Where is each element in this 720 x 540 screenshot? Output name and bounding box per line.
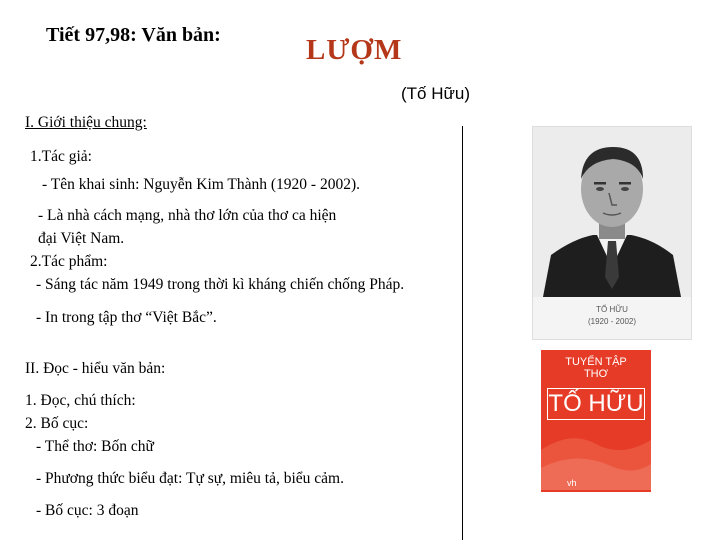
book-subtitle-line1: TUYỂN TẬP [565, 356, 627, 368]
portrait-caption-name: TỐ HỮU [596, 305, 628, 314]
role-line-1: - Là nhà cách mạng, nhà thơ lớn của thơ ca hiện [38, 207, 337, 224]
book-author-name: TỐ HỮU [547, 388, 645, 420]
book-cover-artwork [541, 420, 651, 490]
book-publisher: vh [567, 478, 577, 488]
composed-line: - Sáng tác năm 1949 trong thời kì kháng chiến chống Pháp. [36, 276, 405, 293]
expression-method-line: - Phương thức biểu đạt: Tự sự, miêu tả, biểu cảm. [36, 470, 344, 487]
poem-title: LƯỢM [306, 34, 403, 66]
author-subheading: 1.Tác giả: [30, 148, 92, 165]
section2-heading: II. Đọc - hiểu văn bản: [25, 360, 166, 377]
author-name: (Tố Hữu) [401, 84, 470, 103]
section1-heading: I. Giới thiệu chung: [25, 114, 147, 131]
verse-form-line: - Thể thơ: Bốn chữ [36, 438, 154, 455]
book-subtitle [541, 356, 651, 380]
lesson-label: Tiết 97,98: Văn bản: [46, 24, 221, 46]
structure-line: - Bố cục: 3 đoạn [36, 502, 139, 519]
poetry-book-cover [541, 350, 651, 492]
portrait-photo [533, 127, 691, 297]
reading-subheading: 1. Đọc, chú thích: [25, 392, 136, 409]
vertical-divider [462, 126, 463, 540]
portrait-caption-years: (1920 - 2002) [587, 317, 637, 326]
role-line-2: đại Việt Nam. [38, 230, 125, 247]
printed-line: - In trong tập thơ “Việt Bắc”. [36, 309, 217, 326]
layout-subheading: 2. Bố cục: [25, 415, 89, 432]
birth-name-line: - Tên khai sinh: Nguyễn Kim Thành (1920 - 2002). [42, 176, 360, 193]
author-portrait [532, 126, 692, 340]
work-subheading: 2.Tác phẩm: [30, 253, 108, 270]
book-subtitle-line2: THƠ [583, 368, 609, 380]
